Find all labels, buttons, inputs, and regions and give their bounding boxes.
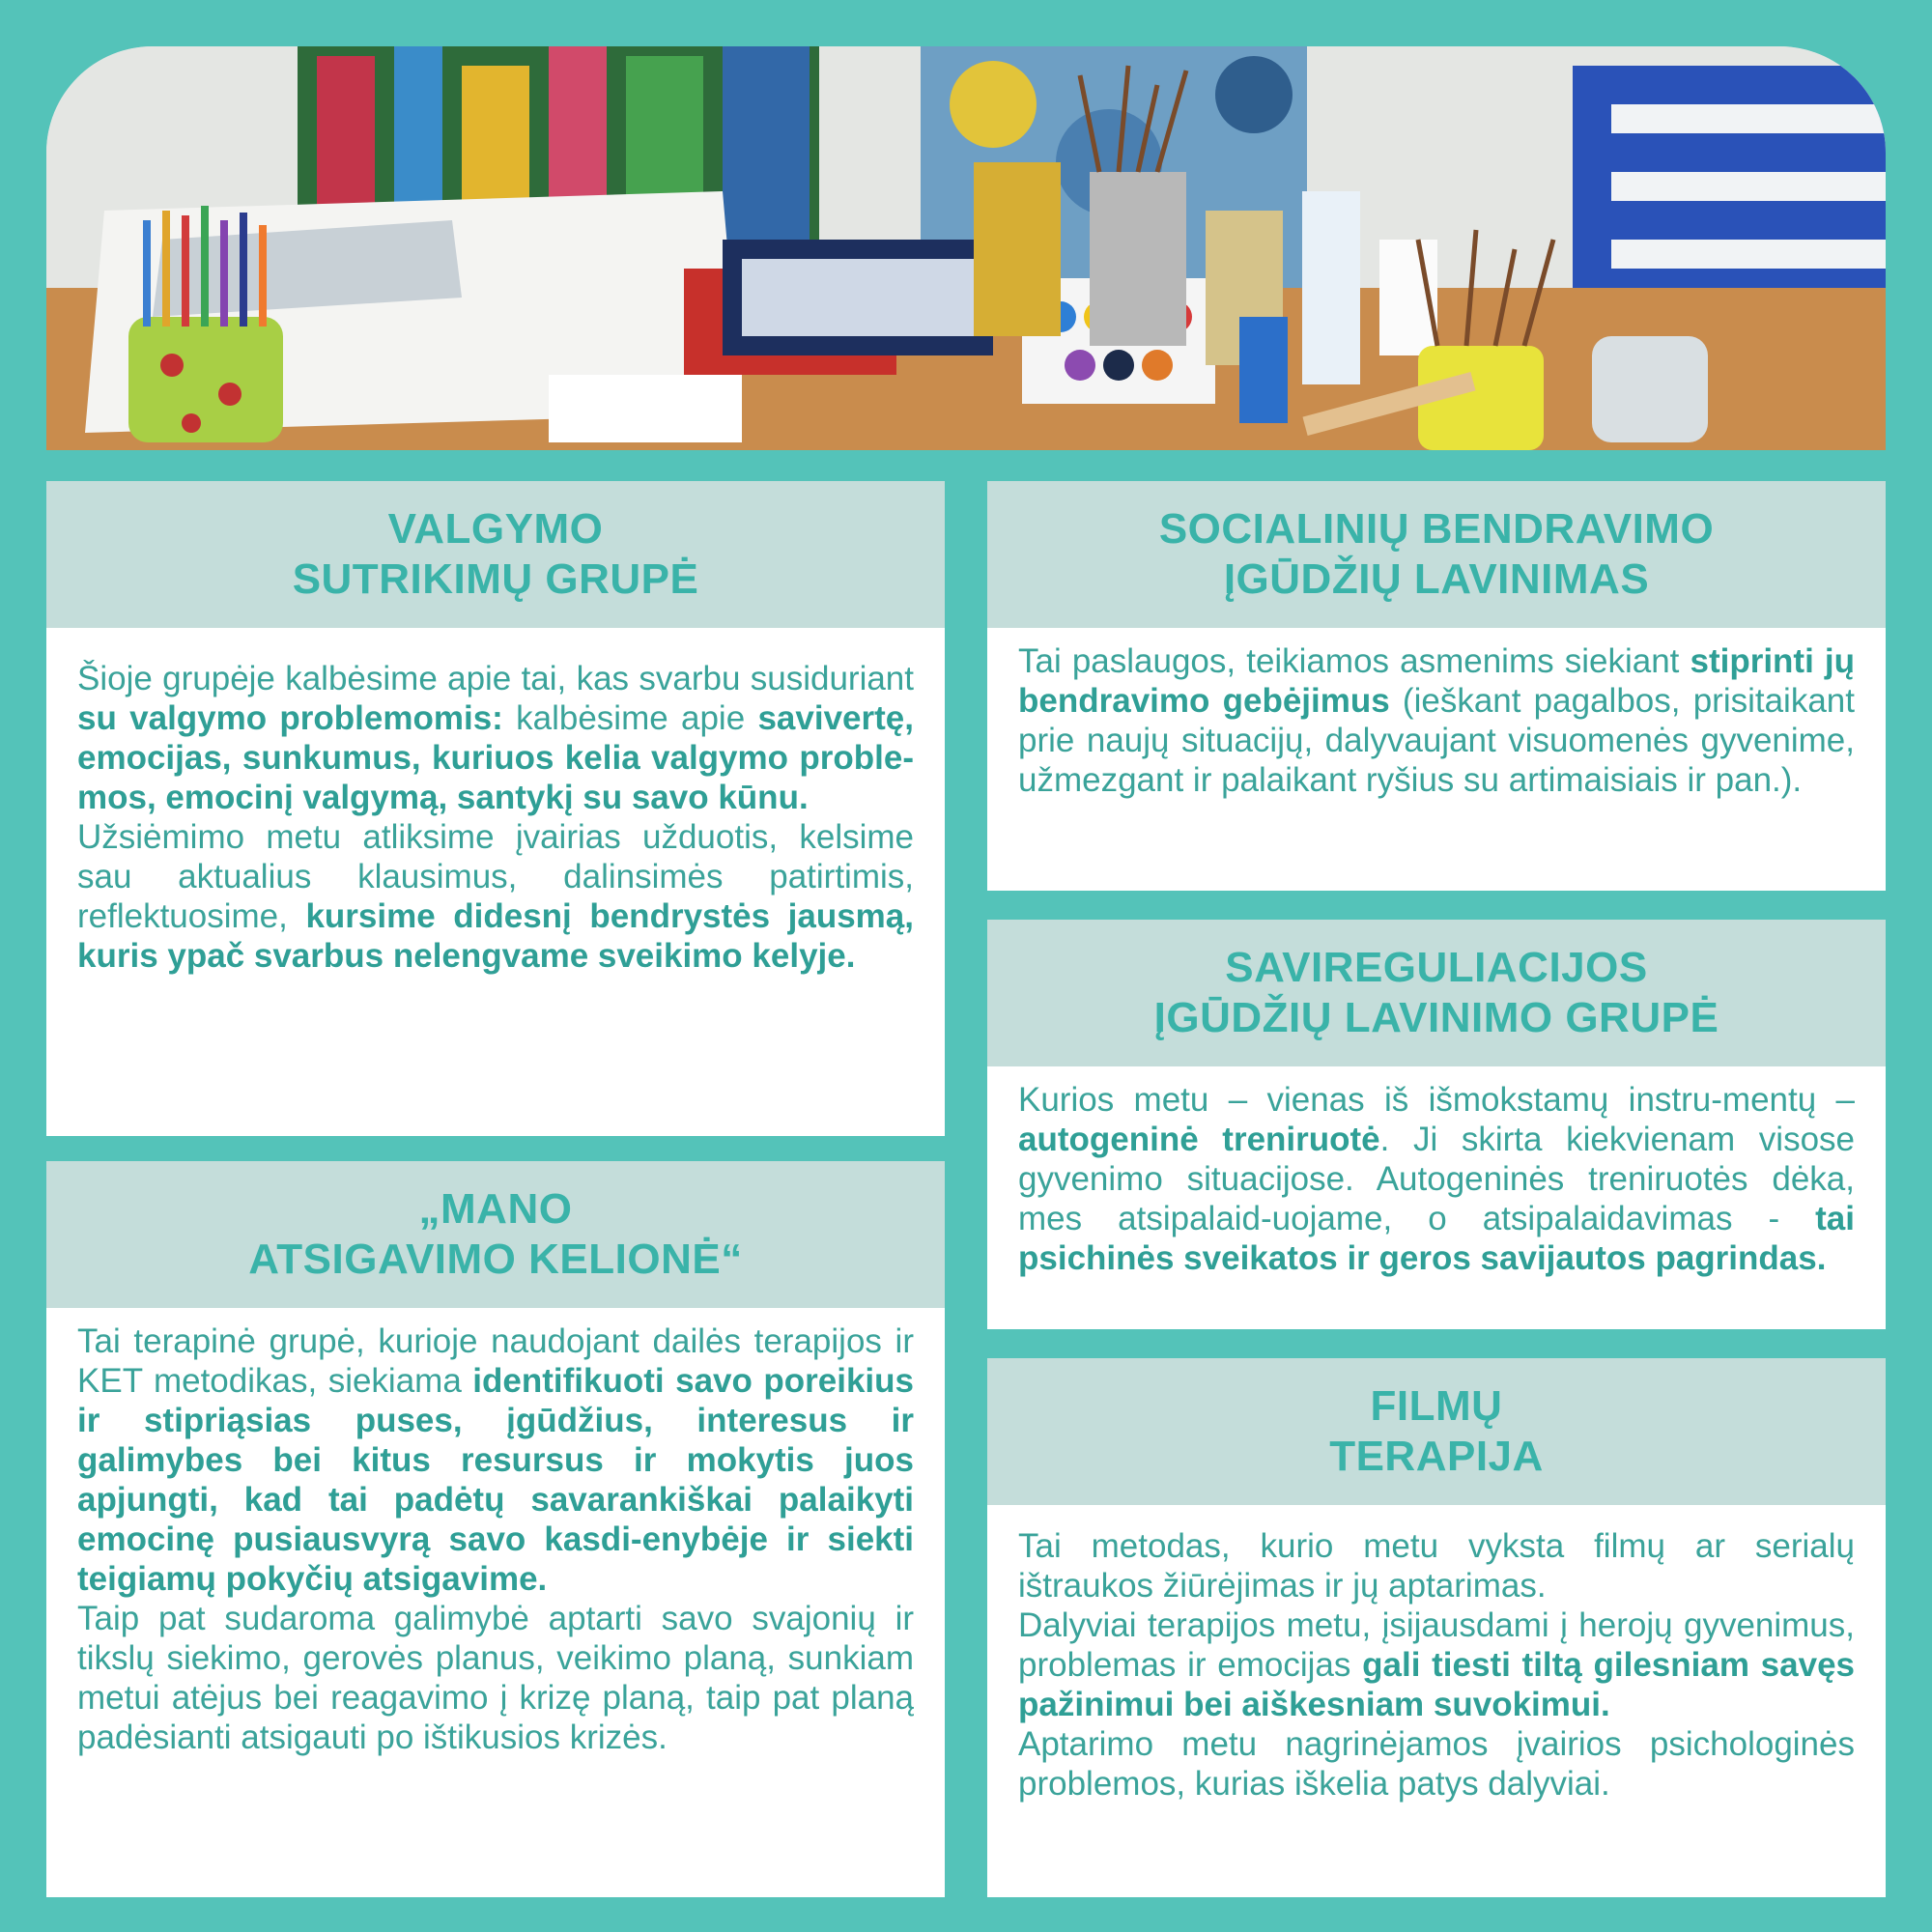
card-paragraph: Taip pat sudaroma galimybė aptarti savo svajonių ir tikslų siekimo, gerovės planus, veikimo planą, sunkiam metui atėjus bei reagavimo į krizę planą, taip pat planą padėsianti atsigauti po ištikusios krizės.	[77, 1600, 914, 1756]
card-header	[987, 1358, 1886, 1505]
card-mano-atsigavimo-kelione	[46, 1161, 945, 1897]
card-title-line1: VALGYMO	[387, 505, 604, 553]
highlight-text: gali tiesti tiltą gilesniam savęs pažinimui bei aiškesniam suvokimui.	[1018, 1646, 1855, 1723]
card-header	[987, 481, 1886, 628]
card-paragraph: Aptarimo metu nagrinėjamos įvairios psichologinės problemos, kurias iškelia patys dalyviai.	[1018, 1725, 1855, 1803]
highlight-text: stiprinti jų bendravimo gebėjimus	[1018, 642, 1856, 720]
card-paragraph	[1018, 1080, 1855, 1278]
card-title-line2: ĮGŪDŽIŲ LAVINIMO GRUPĖ	[1153, 994, 1719, 1041]
card-title-line1: „MANO	[418, 1185, 573, 1233]
card-body	[987, 628, 1886, 800]
card-body	[46, 1308, 945, 1757]
highlight-text: tai psichinės sveikatos ir geros savijautos pagrindas.	[1018, 1200, 1855, 1277]
text-span: (ieškant pagalbos, prisitaikant prie naujų situacijų, dalyvaujant visuomenės gyvenime, užmezgant ir palaikant ryšius su artimaisiais ir pan.).	[1018, 682, 1855, 799]
card-title-line2: ATSIGAVIMO KELIONĖ“	[248, 1236, 743, 1283]
text-span: . Ji skirta kiekvienam visose gyvenimo situacijose. Autogeninės treniruotės dėka, mes atsipalaid-uojame, o atsipalaidavimas -	[1018, 1121, 1855, 1237]
card-valgymo-sutrikimu-grupe	[46, 481, 945, 1136]
card-paragraph: Tai metodas, kurio metu vyksta filmų ar serialų ištraukos žiūrėjimas ir jų aptarimas.	[1018, 1527, 1855, 1605]
text-span: kalbėsime apie	[502, 699, 758, 737]
card-paragraph	[1018, 1605, 1855, 1724]
card-header	[46, 481, 945, 628]
card-paragraph	[77, 1321, 914, 1599]
text-span: Tai paslaugos, teikiamos asmenims siekiant	[1018, 642, 1690, 680]
text-span: Užsiėmimo metu atliksime įvairias užduotis, kelsime sau aktualius klausimus, dalinsimės patirtimis, reflektuosime,	[77, 818, 914, 935]
highlight-text: savivertę, emocijas, sunkumus, kuriuos kelia valgymo proble-mos, emocinį valgymą, santykį su savo kūnu.	[77, 699, 914, 816]
highlight-text: su valgymo problemomis:	[77, 699, 503, 737]
card-paragraph	[77, 817, 914, 976]
card-paragraph	[1018, 641, 1855, 800]
highlight-text: kursime didesnį bendrystės jausmą, kuris ypač svarbus nelengvame sveikimo kelyje.	[77, 897, 914, 975]
card-title-line1: FILMŲ	[1370, 1382, 1503, 1430]
card-title-line2: TERAPIJA	[1329, 1433, 1544, 1480]
text-span: Šioje grupėje kalbėsime apie tai, kas svarbu susiduriant	[77, 660, 914, 697]
card-body	[46, 628, 945, 976]
card-title-line2: SUTRIKIMŲ GRUPĖ	[292, 555, 699, 603]
card-title-line2: ĮGŪDŽIŲ LAVINIMAS	[1223, 555, 1650, 603]
card-body	[987, 1505, 1886, 1804]
art-supplies-photo	[46, 46, 1886, 450]
highlight-text: autogeninė treniruotė	[1018, 1121, 1380, 1158]
card-header	[987, 920, 1886, 1066]
card-socialiniu-bendravimo	[987, 481, 1886, 891]
highlight-text: identifikuoti savo poreikius ir stipriąsias puses, įgūdžius, interesus ir galimybes bei kitus resursus ir mokytis juos apjungti, kad tai padėtų savarankiškai palaikyti emocinę pusiausvyrą savo kasdi-enybėje ir siekti teigiamų pokyčių atsigavime.	[77, 1362, 914, 1598]
art-supplies-illustration	[46, 46, 1886, 450]
card-title-line1: SOCIALINIŲ BENDRAVIMO	[1158, 505, 1715, 553]
text-span: Tai terapinė grupė, kurioje naudojant dailės terapijos ir KET metodikas, siekiama	[77, 1322, 914, 1400]
text-span: Dalyviai terapijos metu, įsijausdami į herojų gyvenimus, problemas ir emocijas	[1018, 1606, 1855, 1684]
card-title-line1: SAVIREGULIACIJOS	[1225, 944, 1648, 991]
card-paragraph	[77, 659, 914, 817]
card-body	[987, 1066, 1886, 1278]
card-savireguliacijos	[987, 920, 1886, 1329]
text-span: Kurios metu – vienas iš išmokstamų instru-mentų –	[1018, 1081, 1855, 1119]
card-filmu-terapija	[987, 1358, 1886, 1897]
card-header	[46, 1161, 945, 1308]
